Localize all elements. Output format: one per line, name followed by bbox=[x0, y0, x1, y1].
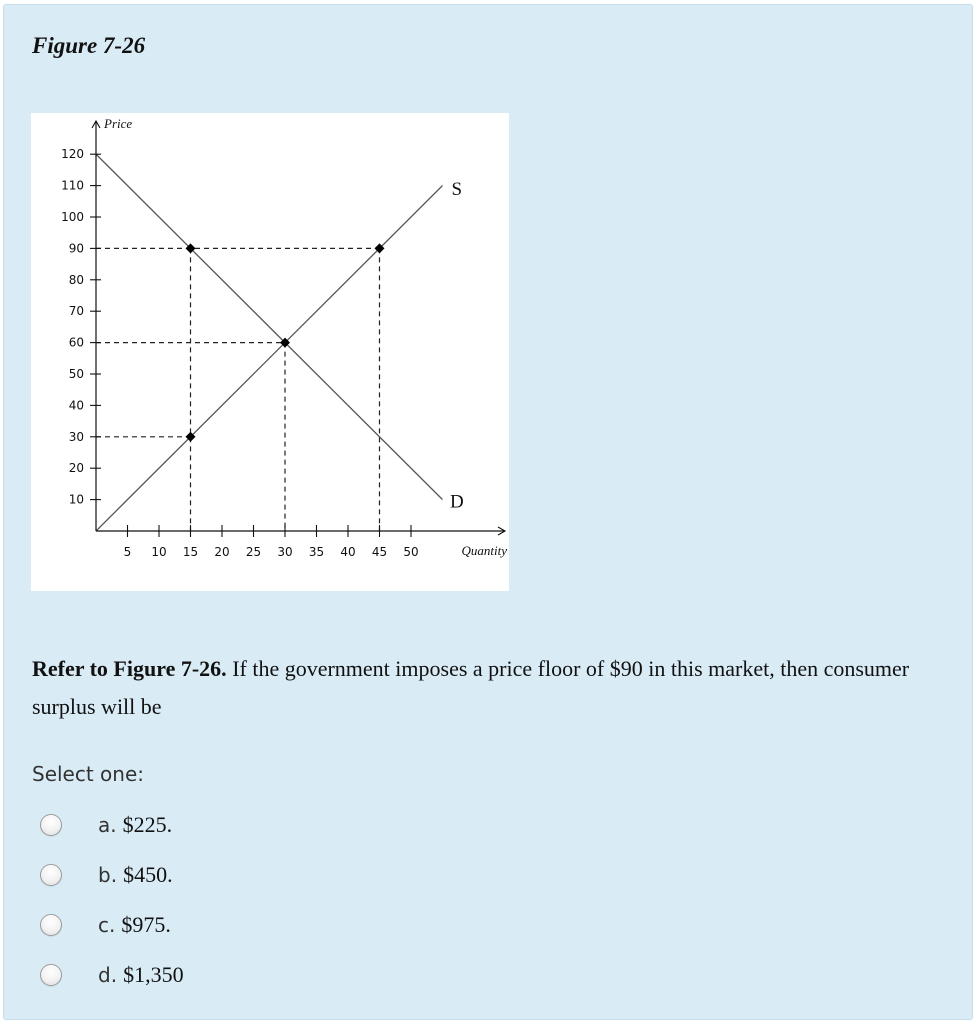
x-tick-label: 35 bbox=[308, 545, 325, 559]
option-d[interactable] bbox=[40, 950, 184, 1000]
y-tick-label: 50 bbox=[68, 367, 84, 381]
y-tick-label: 40 bbox=[68, 398, 84, 413]
supply-demand-chart bbox=[31, 113, 509, 591]
radio-button-a[interactable] bbox=[40, 814, 62, 836]
question-text bbox=[32, 650, 932, 726]
y-tick-label: 10 bbox=[68, 492, 84, 507]
x-tick-label: 25 bbox=[245, 545, 262, 559]
option-b[interactable] bbox=[40, 850, 184, 900]
select-one-label: Select one: bbox=[32, 762, 145, 786]
answer-options bbox=[40, 800, 184, 1000]
option-letter: d. bbox=[98, 963, 118, 987]
y-tick-label: 60 bbox=[68, 335, 84, 350]
x-tick-label: 10 bbox=[151, 545, 167, 559]
y-tick-label: 30 bbox=[68, 429, 84, 444]
option-a[interactable] bbox=[40, 800, 184, 850]
option-letter: a. bbox=[98, 813, 117, 837]
x-axis-title: Quantity bbox=[461, 543, 507, 558]
y-tick-label: 90 bbox=[68, 241, 84, 256]
y-tick-label: 120 bbox=[61, 147, 84, 162]
y-tick-label: 20 bbox=[68, 461, 84, 476]
question-body: If the government imposes a price floor of $90 in this market, then consumer surplus will be bbox=[32, 656, 910, 719]
y-axis-title: Price bbox=[104, 116, 133, 131]
option-c[interactable] bbox=[40, 900, 184, 950]
x-tick-label: 30 bbox=[277, 545, 293, 559]
y-tick-label: 100 bbox=[61, 210, 84, 224]
radio-button-b[interactable] bbox=[40, 864, 62, 886]
figure-title: Figure 7-26 bbox=[32, 33, 146, 58]
option-letter: c. bbox=[98, 913, 116, 937]
y-tick-label: 110 bbox=[61, 178, 84, 193]
x-tick-label: 50 bbox=[403, 545, 419, 559]
x-tick-label: 15 bbox=[182, 545, 199, 559]
figure-image bbox=[31, 113, 509, 591]
radio-button-d[interactable] bbox=[40, 964, 62, 986]
question-reference: Refer to Figure 7-26. bbox=[32, 656, 227, 681]
option-value: $1,350 bbox=[123, 962, 184, 987]
option-letter: b. bbox=[98, 863, 118, 887]
radio-button-c[interactable] bbox=[40, 914, 62, 936]
y-tick-label: 80 bbox=[68, 272, 84, 287]
y-tick-label: 70 bbox=[68, 304, 84, 319]
option-value: $450. bbox=[123, 862, 173, 887]
option-value: $225. bbox=[122, 812, 173, 837]
x-tick-label: 45 bbox=[371, 545, 388, 559]
x-tick-label: 20 bbox=[214, 545, 230, 559]
option-value: $975. bbox=[121, 912, 171, 937]
supply-label: S bbox=[451, 179, 463, 201]
x-tick-label: 5 bbox=[123, 545, 132, 559]
x-tick-label: 40 bbox=[340, 545, 356, 559]
question-card bbox=[3, 4, 973, 1020]
demand-label: D bbox=[449, 491, 464, 513]
